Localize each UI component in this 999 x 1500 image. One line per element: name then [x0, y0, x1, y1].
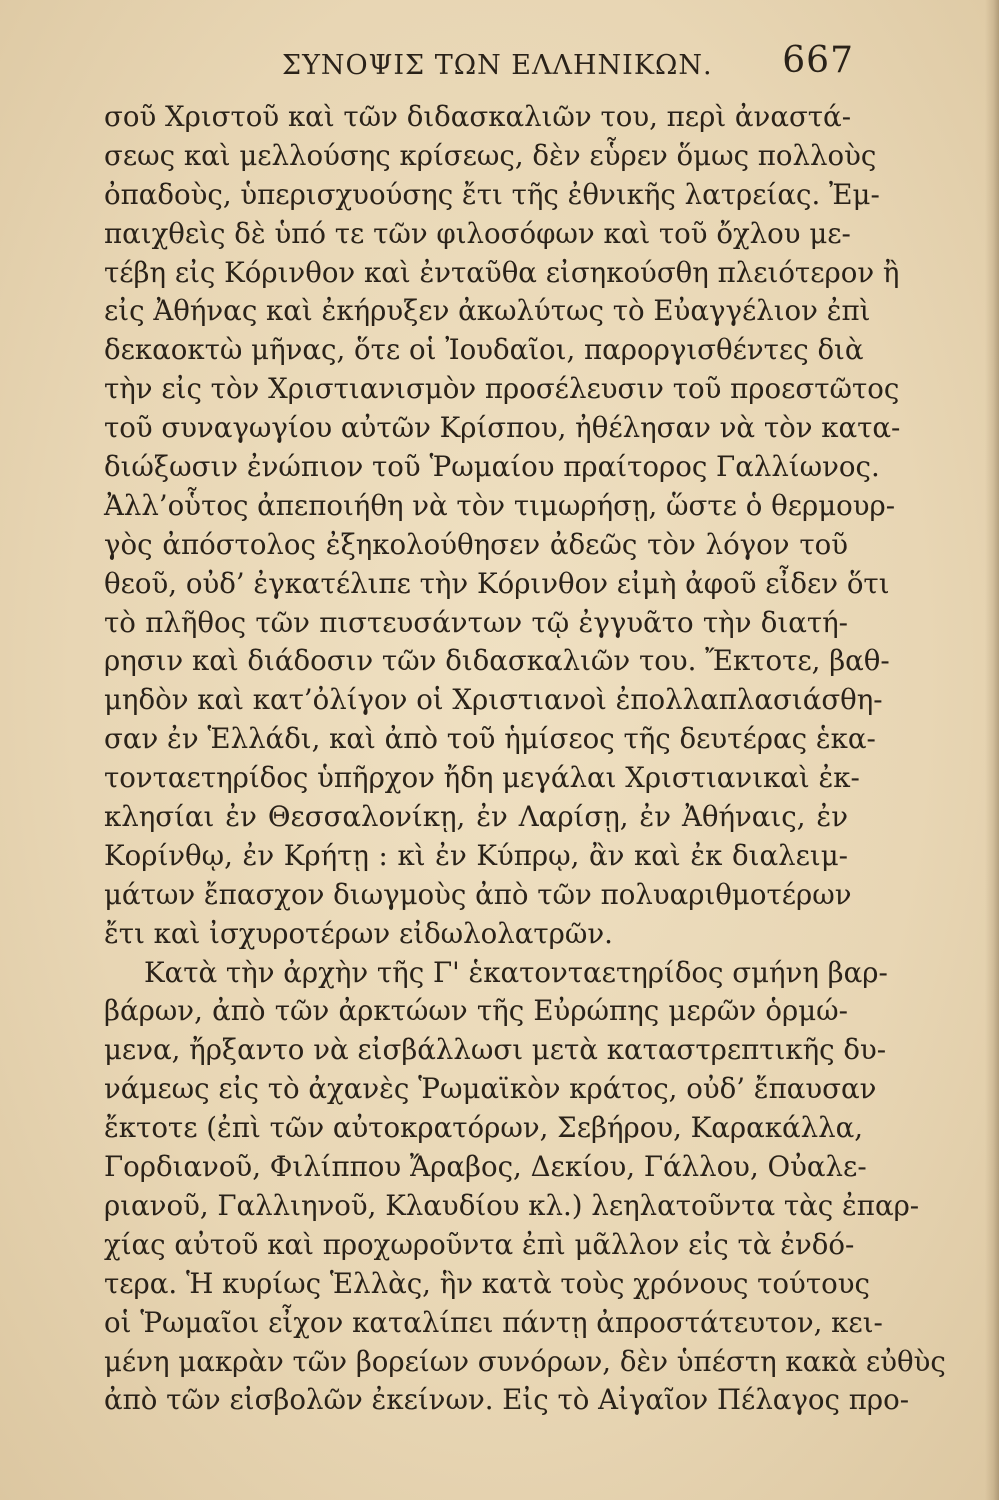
text-line: τέβη εἰς Κόρινθον καὶ ἐνταῦθα εἰσηκούσθη πλειότερον ἢ	[104, 255, 900, 289]
text-line: ἀπὸ τῶν εἰσβολῶν ἐκείνων. Εἰς τὸ Αἰγαῖον Πέλαγος προ-	[104, 1383, 910, 1417]
text-line: ριανοῦ, Γαλλιηνοῦ, Κλαυδίου κλ.) λεηλατοῦντα τὰς ἐπαρ-	[104, 1188, 920, 1222]
text-line: Γορδιανοῦ, Φιλίππου Ἄραβος, Δεκίου, Γάλλου, Οὐαλε-	[104, 1150, 867, 1184]
text-line: μάτων ἔπασχον διωγμοὺς ἀπὸ τῶν πολυαριθμοτέρων	[104, 877, 852, 911]
paragraph-1	[104, 98, 901, 954]
text-line: τερα. Ἡ κυρίως Ἑλλὰς, ἣν κατὰ τοὺς χρόνους τούτους	[104, 1266, 870, 1300]
text-line: ρησιν καὶ διάδοσιν τῶν διδασκαλιῶν του. Ἔκτοτε, βαθ-	[104, 644, 890, 678]
text-line: βάρων, ἀπὸ τῶν ἀρκτώων τῆς Εὐρώπης μερῶν ὁρμώ-	[104, 994, 848, 1028]
text-line: εἰς Ἀθήνας καὶ ἐκήρυξεν ἀκωλύτως τὸ Εὐαγγέλιον ἐπὶ	[104, 294, 871, 328]
text-line: ἔτι καὶ ἰσχυροτέρων εἰδωλολατρῶν.	[104, 916, 613, 950]
text-line: κλησίαι ἐν Θεσσαλονίκῃ, ἐν Λαρίσῃ, ἐν Ἀθήναις, ἐν	[104, 800, 848, 834]
text-line: διώξωσιν ἐνώπιον τοῦ Ῥωμαίου πραίτορος Γαλλίωνος.	[104, 450, 880, 484]
paragraph-2	[104, 954, 946, 1421]
running-title: ΣΥΝΟΨΙΣ ΤΩΝ ΕΛΛΗΝΙΚΩΝ.	[282, 50, 713, 81]
text-line: μενα, ἤρξαντο νὰ εἰσβάλλωσι μετὰ καταστρεπτικῆς δυ-	[104, 1033, 887, 1067]
text-line: Κατὰ τὴν ἀρχὴν τῆς Γ' ἑκατονταετηρίδος σμήνη βαρ-	[144, 955, 888, 989]
text-line: τοῦ συναγωγίου αὐτῶν Κρίσπου, ἠθέλησαν νὰ τὸν κατα-	[104, 411, 901, 445]
body-text	[104, 98, 946, 1420]
text-line: μηδὸν καὶ κατ’ὀλίγον οἱ Χριστιανοὶ ἐπολλαπλασιάσθη-	[104, 683, 883, 717]
text-line: χίας αὐτοῦ καὶ προχωροῦντα ἐπὶ μᾶλλον εἰς τὰ ἐνδό-	[104, 1227, 855, 1261]
page-number: 667	[782, 40, 854, 81]
text-line: ἔκτοτε (ἐπὶ τῶν αὐτοκρατόρων, Σεβήρου, Καρακάλλα,	[104, 1111, 863, 1145]
text-line: Κορίνθῳ, ἐν Κρήτῃ : κὶ ἐν Κύπρῳ, ἂν καὶ ἐκ διαλειμ-	[104, 838, 848, 872]
text-line: δεκαοκτὼ μῆνας, ὅτε οἱ Ἰουδαῖοι, παροργισθέντες διὰ	[104, 333, 864, 367]
text-line: οἱ Ῥωμαῖοι εἶχον καταλίπει πάντῃ ἀπροστάτευτον, κει-	[104, 1305, 883, 1339]
text-line: σεως καὶ μελλούσης κρίσεως, δὲν εὗρεν ὅμως πολλοὺς	[104, 138, 877, 172]
text-line: τονταετηρίδος ὑπῆρχον ἤδη μεγάλαι Χριστιανικαὶ ἐκ-	[104, 761, 860, 795]
text-line: νάμεως εἰς τὸ ἀχανὲς Ῥωμαϊκὸν κράτος, οὐδ’ ἔπαυσαν	[104, 1072, 877, 1106]
text-line: παιχθεὶς δὲ ὑπό τε τῶν φιλοσόφων καὶ τοῦ ὄχλου με-	[104, 216, 851, 250]
text-line: θεοῦ, οὐδ’ ἐγκατέλιπε τὴν Κόρινθον εἰμὴ ἀφοῦ εἶδεν ὅτι	[104, 566, 890, 600]
page-gutter-shadow	[985, 0, 999, 1500]
text-line: τὸ πλῆθος τῶν πιστευσάντων τῷ ἐγγυᾶτο τὴν διατή-	[104, 605, 848, 639]
text-line: σαν ἐν Ἑλλάδι, καὶ ἀπὸ τοῦ ἡμίσεος τῆς δευτέρας ἑκα-	[104, 722, 876, 756]
text-line: σοῦ Χριστοῦ καὶ τῶν διδασκαλιῶν του, περὶ ἀναστά-	[104, 100, 852, 133]
text-line: μένη μακρὰν τῶν βορείων συνόρων, δὲν ὑπέστη κακὰ εὐθὺς	[104, 1344, 946, 1378]
text-line: Ἀλλ’οὗτος ἀπεποιήθη νὰ τὸν τιμωρήσῃ, ὥστε ὁ θερμουρ-	[104, 488, 896, 522]
page-header	[104, 40, 854, 90]
text-line: ὀπαδοὺς, ὑπερισχυούσης ἔτι τῆς ἐθνικῆς λατρείας. Ἐμ-	[104, 177, 880, 211]
text-line: τὴν εἰς τὸν Χριστιανισμὸν προσέλευσιν τοῦ προεστῶτος	[104, 372, 900, 406]
text-line: γὸς ἀπόστολος ἐξηκολούθησεν ἀδεῶς τὸν λόγον τοῦ	[104, 527, 848, 561]
